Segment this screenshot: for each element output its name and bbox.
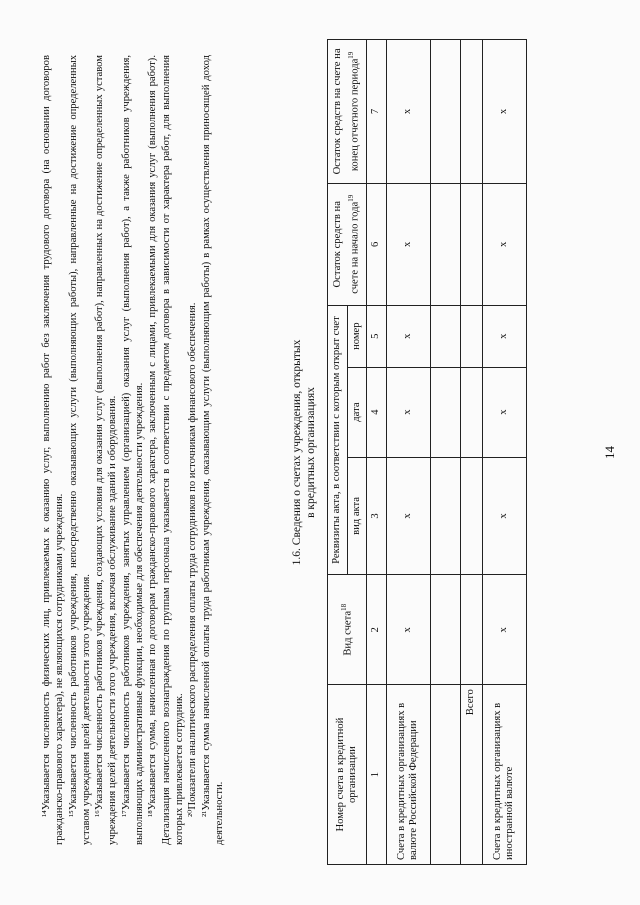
page-number: 14: [602, 446, 617, 459]
table-cell: [460, 305, 482, 367]
table-cell: [430, 183, 460, 305]
footnote: ¹⁴Указывается численность физических лиц, привлекаемых к оказанию услуг, выполнению работ без заключения трудового договора (на основании договоров гражданско-правового характера), не являющихся сотрудниками учреждения.: [41, 55, 66, 845]
footnote: ¹⁶Указывается численность работников учреждения, создающих условия для оказания услуг (выполнения работ), направленных на достижение определенных уставом учреждения целей деятельности этого учреждения, включая обслуживание зданий и оборудования.: [94, 55, 119, 845]
footnotes: [40, 55, 226, 845]
table-cell: [460, 40, 482, 184]
table-row: [482, 40, 526, 865]
column-number-row: [367, 40, 387, 865]
table-cell: [430, 575, 460, 685]
row-label-total: Всего: [460, 685, 482, 865]
column-number: 1: [367, 685, 387, 865]
column-number: 4: [367, 367, 387, 457]
table-cell: x: [482, 183, 526, 305]
column-number: 5: [367, 305, 387, 367]
table-cell: x: [482, 457, 526, 575]
table-cell: [460, 367, 482, 457]
column-number: 6: [367, 183, 387, 305]
section-title-line: 1.6. Сведения о счетах учреждения, открытых: [291, 339, 303, 566]
section-title-line: в кредитных организациях: [305, 387, 317, 518]
table-cell: [430, 40, 460, 184]
table-cell: x: [386, 367, 430, 457]
table-cell: [430, 367, 460, 457]
row-label: Счета в кредитных организациях в валюте Российской Федерации: [386, 685, 430, 865]
table-cell: x: [386, 305, 430, 367]
section-title: [290, 0, 318, 905]
table-cell: x: [482, 40, 526, 184]
table-cell: [460, 183, 482, 305]
table-cell: x: [482, 305, 526, 367]
column-number: 2: [367, 575, 387, 685]
header-balance-end: Остаток средств на счете на конец отчетного периода$^{19}$: [328, 40, 367, 184]
footnote: ¹⁸Указывается сумма, начисленная по договорам гражданско-правового характера, заключенным с лицами, привлекаемыми для оказания услуг (выполнения работ). Детализация начисленного вознаграждения по группам персонала указывается в соответствии с предметом договора в зависимости от характера работ, для выполнения которых привлекается сотрудник.: [147, 55, 185, 845]
column-number: 7: [367, 40, 387, 184]
table-cell: x: [386, 457, 430, 575]
header-account-type: Вид счета$^{18}$: [328, 575, 367, 685]
accounts-table: [327, 39, 527, 865]
table-cell: x: [482, 575, 526, 685]
header-row: [328, 40, 348, 865]
footnote: ²¹Указывается сумма начисленной оплаты труда работникам учреждения, оказывающим услуги (выполняющим работы) в рамках осуществления приносящей доход деятельности.: [200, 55, 225, 845]
column-number: 3: [367, 457, 387, 575]
total-row: [460, 40, 482, 865]
table-cell: [430, 305, 460, 367]
header-act-number: номер: [347, 305, 367, 367]
header-balance-start: Остаток средств на счете на начало года$^{19}$: [328, 183, 367, 305]
header-act-details: Реквизиты акта, в соответствии с которым открыт счет: [328, 305, 348, 575]
table-cell: x: [386, 183, 430, 305]
row-label: Счета в кредитных организациях в иностранной валюте: [482, 685, 526, 865]
table-row: [430, 40, 460, 865]
table-cell: x: [386, 40, 430, 184]
table-cell: [460, 575, 482, 685]
header-act-type: вид акта: [347, 457, 367, 575]
table-cell: x: [386, 575, 430, 685]
row-label: [430, 685, 460, 865]
footnote: ²⁰Показатели аналитического распределения оплаты труда сотрудников по источникам финансового обеспечения.: [187, 302, 199, 817]
table-row: [386, 40, 430, 865]
header-account-number: Номер счета в кредитной организации: [328, 685, 367, 865]
footnote: ¹⁵Указывается численность работников учреждения, непосредственно оказывающих услуги (выполняющих работы), направленные на достижение определенных уставом учреждения целей деятельности этого учреждения.: [67, 55, 92, 845]
table-cell: [460, 457, 482, 575]
header-act-date: дата: [347, 367, 367, 457]
table-cell: [430, 457, 460, 575]
footnote: ¹⁷Указывается численность работников учреждения, занятых управлением (организацией) оказания услуг (выполнения работ), а также работников учреждения, выполняющих административные функции, необходимые для обеспечения деятельности учреждения.: [120, 55, 146, 845]
table-cell: x: [482, 367, 526, 457]
